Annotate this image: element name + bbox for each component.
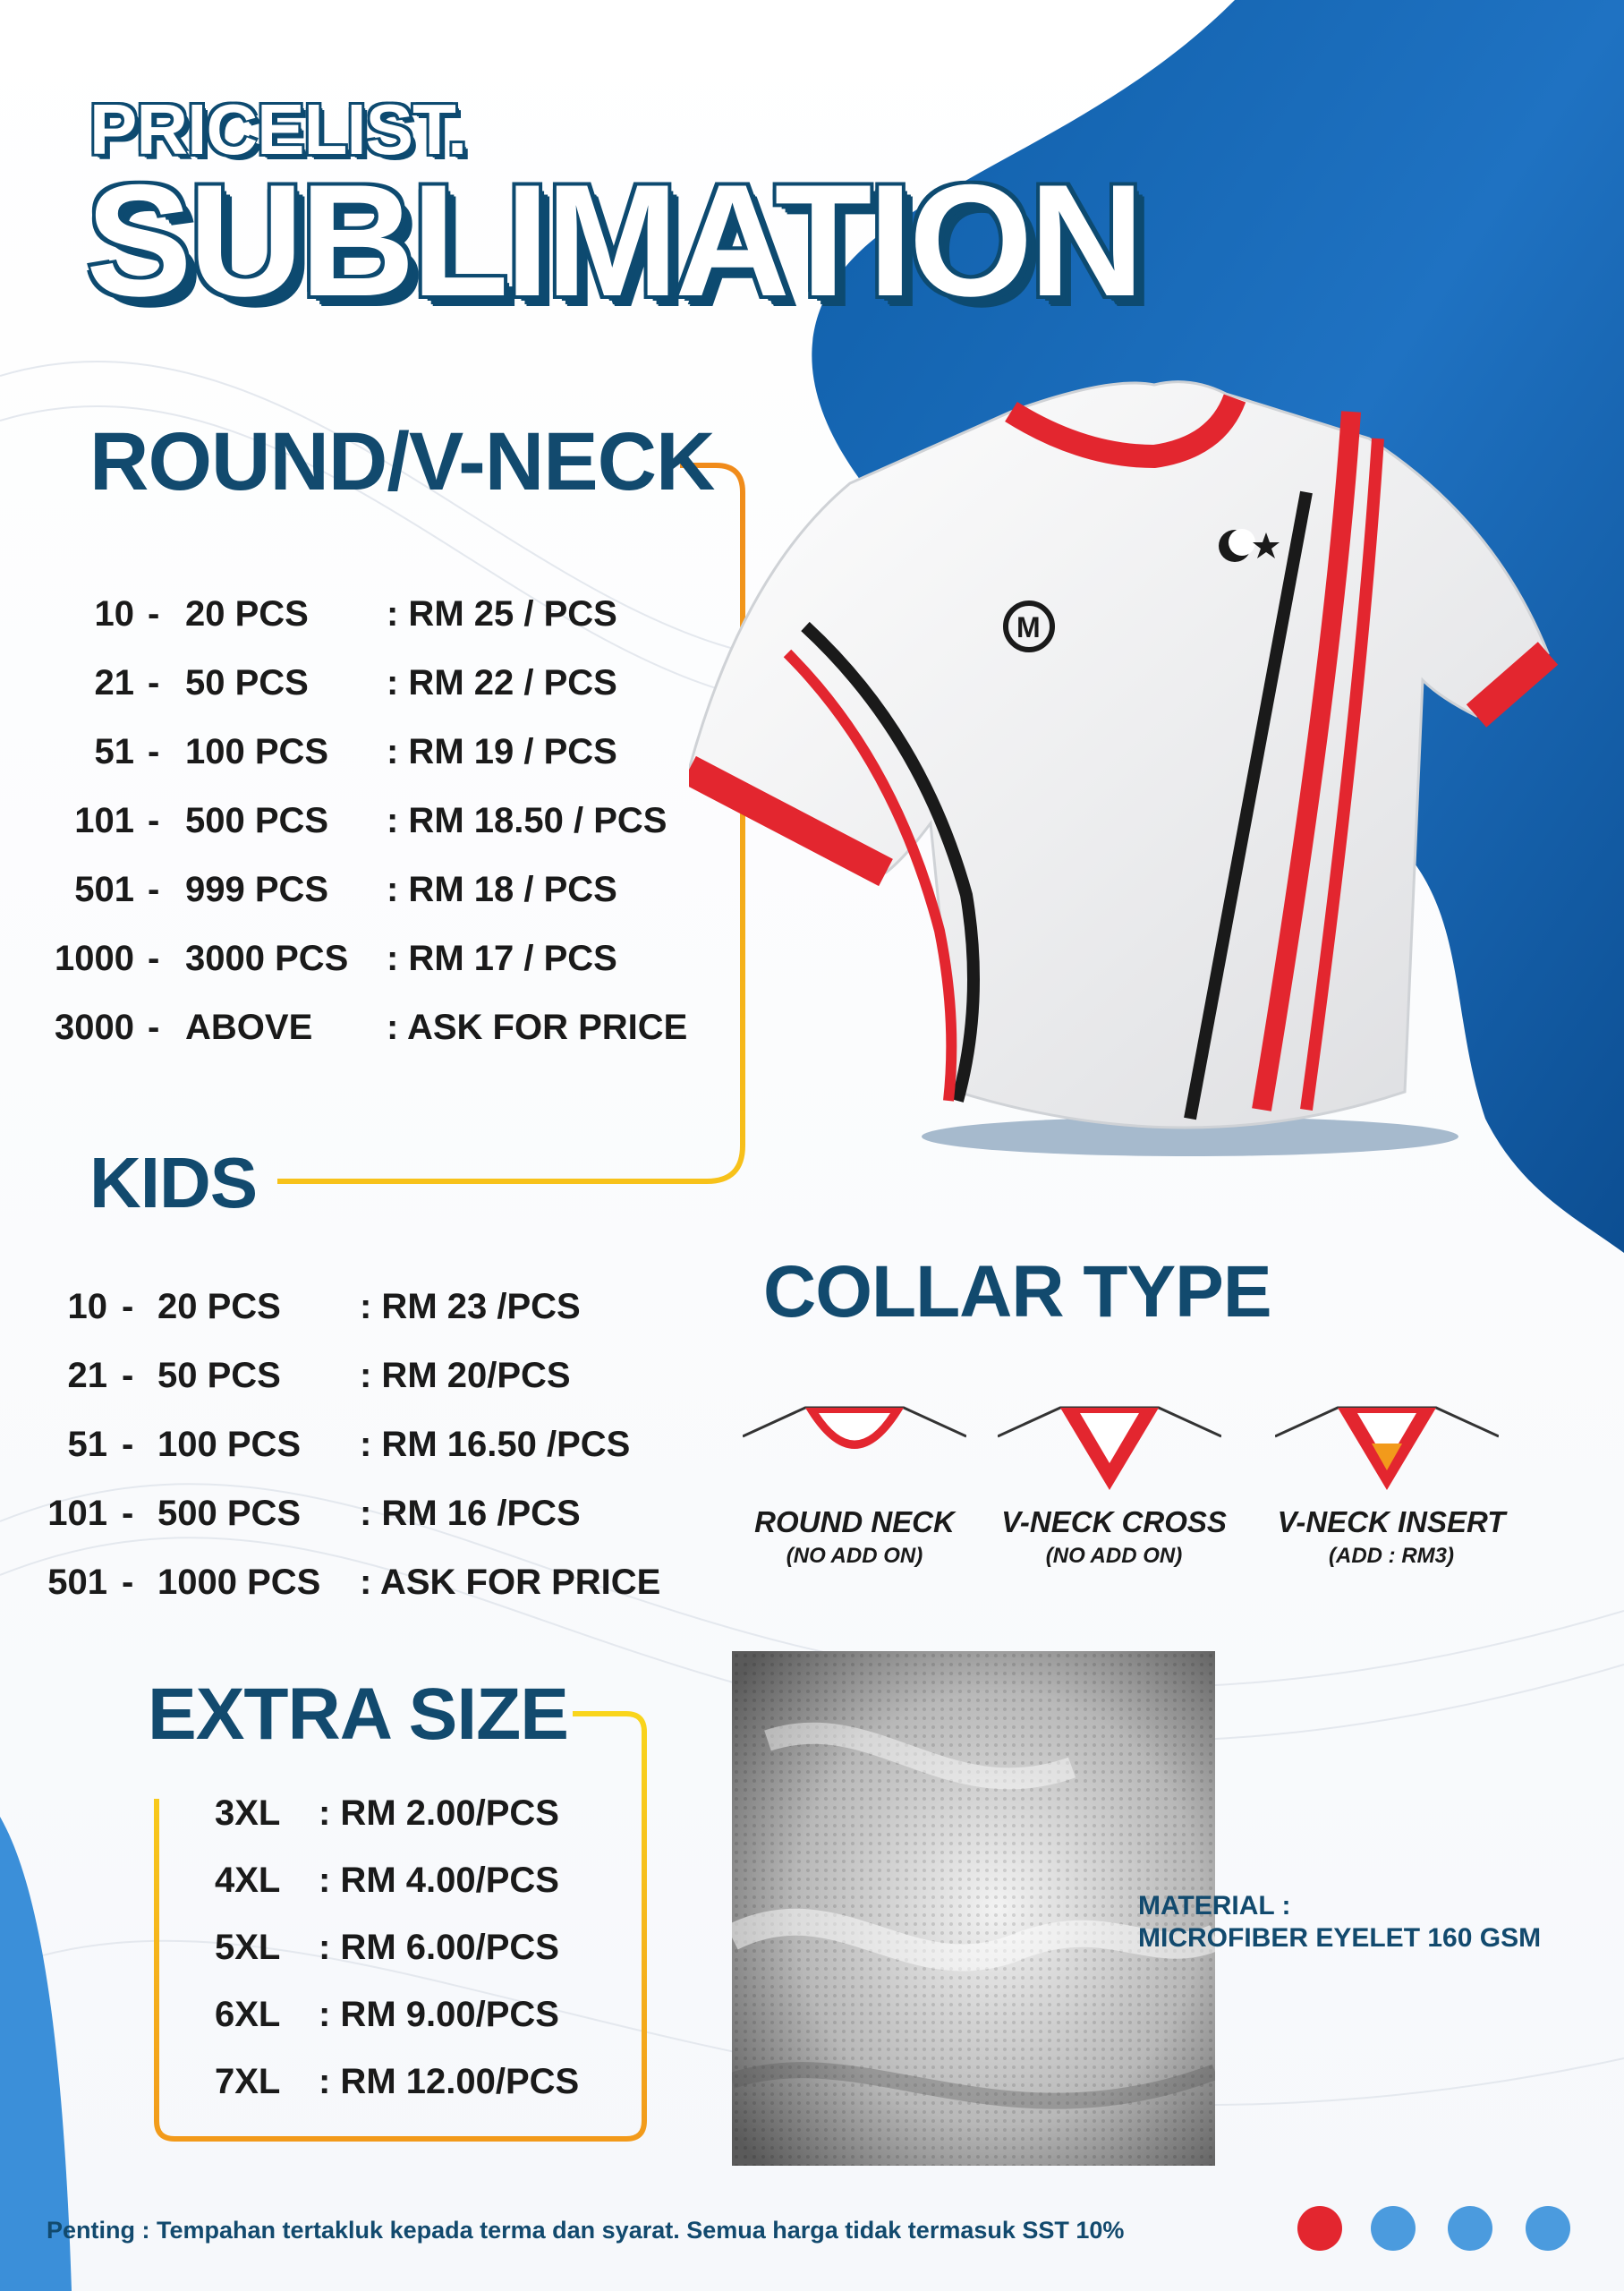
- collar-v-neck-cross-note: (NO ADD ON): [1045, 1544, 1183, 1568]
- round_vneck-row-0-from: 10: [94, 594, 134, 634]
- kids-row-4-price: : ASK FOR PRICE: [360, 1563, 661, 1602]
- kids-heading: KIDS: [89, 1143, 258, 1222]
- round_vneck-row-1-dash: -: [148, 663, 160, 703]
- title-sublimation: SUBLIMATION: [86, 151, 1141, 329]
- kids-row-2-price: : RM 16.50 /PCS: [360, 1425, 631, 1464]
- collar-v-neck-insert-note: (ADD : RM3): [1329, 1544, 1454, 1568]
- extra-size-row-3-size: 6XL: [215, 1995, 281, 2034]
- kids-row-3-from: 101: [47, 1494, 107, 1533]
- kids-row-1-dash: -: [122, 1356, 134, 1395]
- round-neck-icon: [743, 1401, 966, 1499]
- kids-row-0-price: : RM 23 /PCS: [360, 1287, 581, 1326]
- v-neck-insert-icon: [1275, 1401, 1499, 1499]
- extra-size-row-4-price: : RM 12.00/PCS: [319, 2062, 580, 2101]
- kids-row-2-from: 51: [67, 1425, 107, 1464]
- svg-text:M: M: [1016, 611, 1041, 643]
- kids-row-2-dash: -: [122, 1425, 134, 1464]
- extra-size-row-2-price: : RM 6.00/PCS: [319, 1928, 559, 1967]
- kids-row-1-from: 21: [67, 1356, 107, 1395]
- extra-size-row-1-size: 4XL: [215, 1861, 281, 1900]
- round_vneck-row-3-price: : RM 18.50 / PCS: [387, 801, 667, 840]
- round_vneck-row-2-price: : RM 19 / PCS: [387, 732, 617, 771]
- extra-size-row-0-size: 3XL: [215, 1793, 281, 1833]
- round-vneck-heading: ROUND/V-NECK: [89, 416, 715, 507]
- page-dot-2: [1371, 2206, 1416, 2251]
- round_vneck-row-6-from: 3000: [55, 1008, 134, 1047]
- round_vneck-row-6-to: ABOVE: [185, 1008, 313, 1047]
- kids-row-1-price: : RM 20/PCS: [360, 1356, 571, 1395]
- round_vneck-row-1-from: 21: [94, 663, 134, 703]
- round_vneck-row-5-price: : RM 17 / PCS: [387, 939, 617, 978]
- collar-round-neck-label: ROUND NECK: [754, 1505, 955, 1538]
- extra-size-heading: EXTRA SIZE: [148, 1674, 568, 1755]
- round_vneck-row-4-from: 501: [74, 870, 134, 909]
- round_vneck-row-6-price: : ASK FOR PRICE: [387, 1008, 688, 1047]
- round_vneck-row-0-dash: -: [148, 594, 160, 634]
- kids-row-3-to: 500 PCS: [157, 1494, 302, 1533]
- collar-v-neck-cross-label: V-NECK CROSS: [1001, 1505, 1227, 1538]
- jersey-image: [689, 358, 1575, 1163]
- round_vneck-row-4-dash: -: [148, 870, 160, 909]
- kids-row-0-from: 10: [67, 1287, 107, 1326]
- round_vneck-row-2-to: 100 PCS: [185, 732, 329, 771]
- page-dot-1: [1297, 2206, 1342, 2251]
- round_vneck-row-2-from: 51: [94, 732, 134, 771]
- extra-size-row-4-size: 7XL: [215, 2062, 281, 2101]
- round_vneck-row-0-price: : RM 25 / PCS: [387, 594, 617, 634]
- extra-size-row-3-price: : RM 9.00/PCS: [319, 1995, 559, 2034]
- title-pricelist: PRICELIST.: [89, 89, 467, 169]
- kids-row-1-to: 50 PCS: [157, 1356, 281, 1395]
- round_vneck-row-1-to: 50 PCS: [185, 663, 309, 703]
- kids-row-3-price: : RM 16 /PCS: [360, 1494, 581, 1533]
- collar-round-neck-note: (NO ADD ON): [786, 1544, 923, 1568]
- round_vneck-row-4-to: 999 PCS: [185, 870, 329, 909]
- round_vneck-row-0-to: 20 PCS: [185, 594, 309, 634]
- extra-size-row-2-size: 5XL: [215, 1928, 281, 1967]
- round_vneck-row-5-dash: -: [148, 939, 160, 978]
- round_vneck-row-3-dash: -: [148, 801, 160, 840]
- kids-row-4-from: 501: [47, 1563, 107, 1602]
- kids-row-0-dash: -: [122, 1287, 134, 1326]
- kids-row-4-to: 1000 PCS: [157, 1563, 321, 1602]
- page-dot-3: [1448, 2206, 1492, 2251]
- material-value: MICROFIBER EYELET 160 GSM: [1138, 1923, 1542, 1953]
- extra-size-row-0-price: : RM 2.00/PCS: [319, 1793, 559, 1833]
- page-dot-4: [1526, 2206, 1570, 2251]
- kids-row-0-to: 20 PCS: [157, 1287, 281, 1326]
- material-label: MATERIAL :: [1138, 1891, 1291, 1921]
- round_vneck-row-6-dash: -: [148, 1008, 160, 1047]
- round_vneck-row-1-price: : RM 22 / PCS: [387, 663, 617, 703]
- collar-v-neck-insert-label: V-NECK INSERT: [1277, 1505, 1506, 1538]
- v-neck-cross-icon: [998, 1401, 1221, 1499]
- round_vneck-row-2-dash: -: [148, 732, 160, 771]
- round_vneck-row-3-to: 500 PCS: [185, 801, 329, 840]
- round_vneck-row-4-price: : RM 18 / PCS: [387, 870, 617, 909]
- kids-row-4-dash: -: [122, 1563, 134, 1602]
- round_vneck-row-3-from: 101: [74, 801, 134, 840]
- round_vneck-row-5-from: 1000: [55, 939, 134, 978]
- collar-type-heading: COLLAR TYPE: [763, 1251, 1271, 1333]
- footer-note: Penting : Tempahan tertakluk kepada terma dan syarat. Semua harga tidak termasuk SST 10%: [47, 2217, 1125, 2244]
- extra-size-row-1-price: : RM 4.00/PCS: [319, 1861, 559, 1900]
- kids-row-2-to: 100 PCS: [157, 1425, 302, 1464]
- kids-row-3-dash: -: [122, 1494, 134, 1533]
- round_vneck-row-5-to: 3000 PCS: [185, 939, 349, 978]
